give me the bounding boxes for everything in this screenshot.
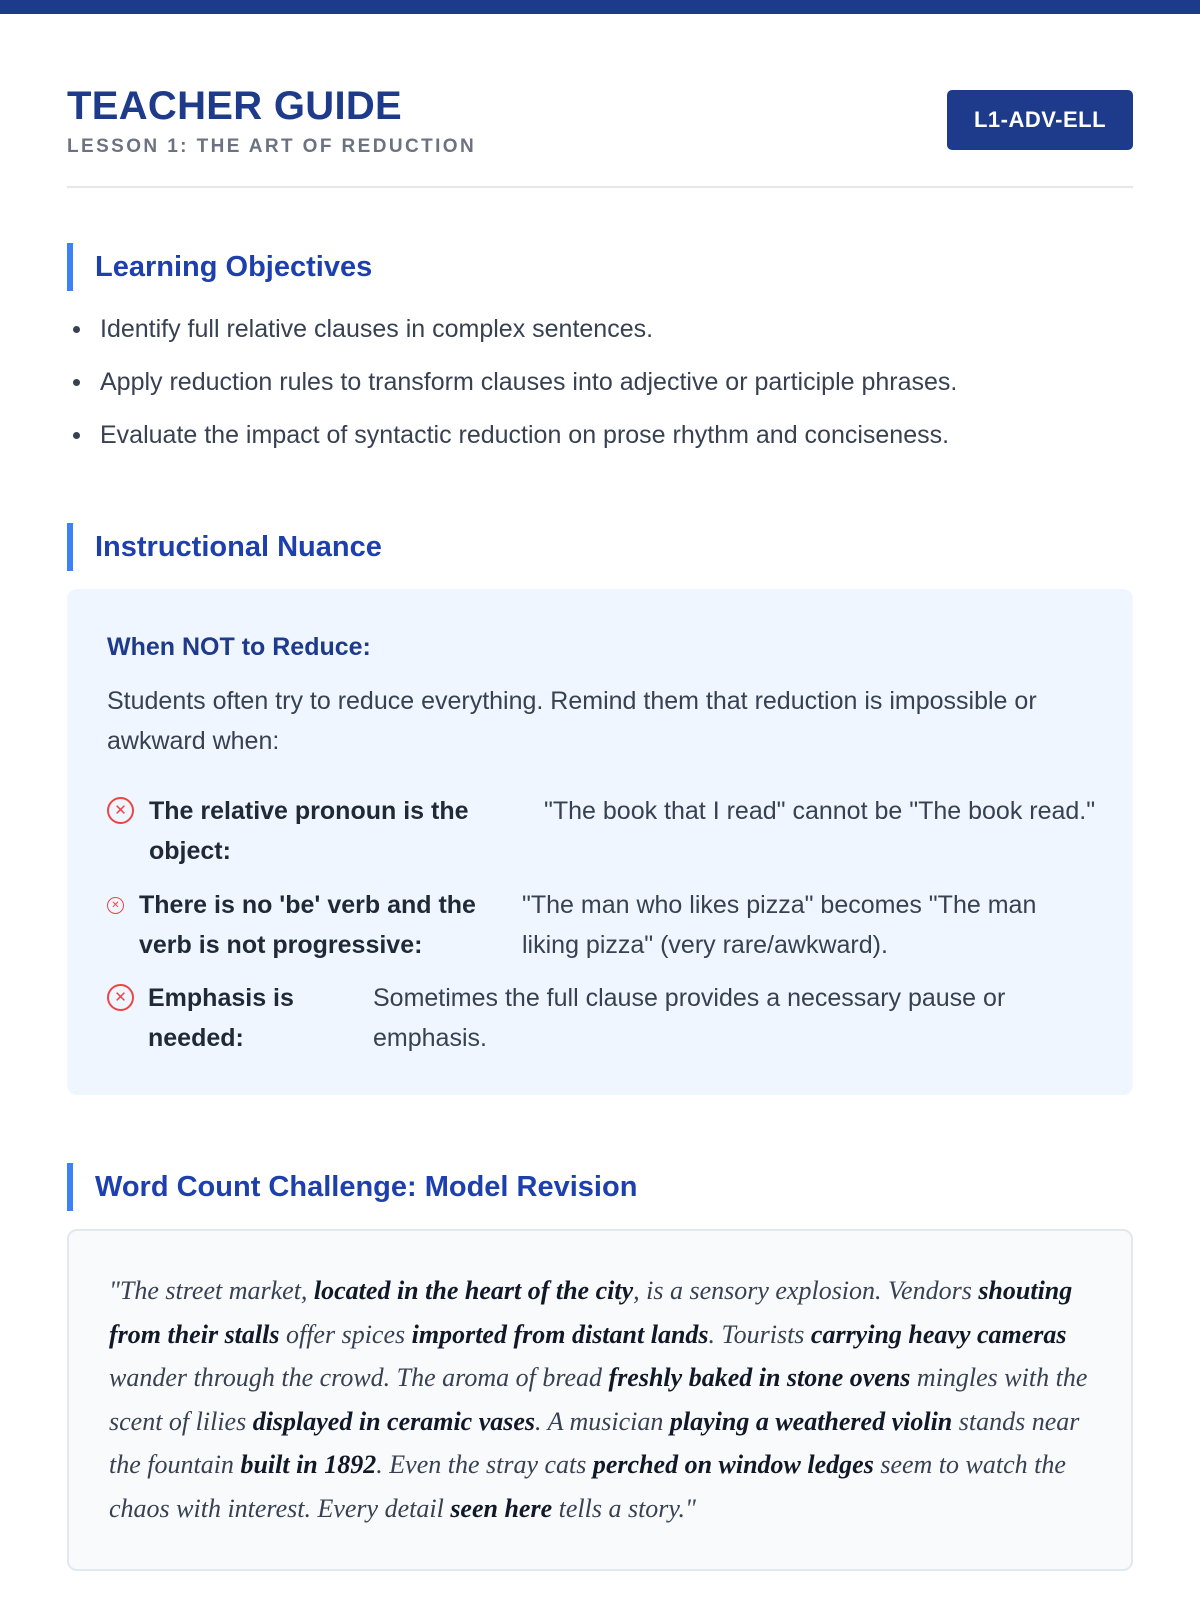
revision-text-segment: mingles with the scent of lilies — [109, 1363, 1088, 1436]
rule-label: Emphasis is needed: — [148, 984, 294, 1052]
objective-item: Evaluate the impact of syntactic reduction on prose rhythm and conciseness. — [67, 414, 1133, 467]
page-title: TEACHER GUIDE — [67, 84, 403, 128]
reduced-clause-phrase: shouting from their stalls — [109, 1276, 1073, 1349]
nuance-callout — [67, 589, 1133, 1095]
learning-objectives-heading: Learning Objectives — [67, 243, 372, 291]
reduced-clause-phrase: carrying heavy cameras — [810, 1319, 1067, 1349]
reduced-clause-phrase: seen here — [450, 1493, 553, 1523]
reduced-clause-phrase: imported from distant lands — [411, 1319, 709, 1349]
lesson-subtitle: LESSON 1: THE ART OF REDUCTION — [67, 136, 477, 157]
rule-label: The relative pronoun is the object: — [149, 797, 469, 865]
rule-item — [107, 978, 1107, 1058]
model-revision-box — [67, 1229, 1133, 1571]
rule-description: "The book that I read" cannot be "The book read." — [544, 797, 1096, 825]
revision-text-segment: wander through the crowd. The aroma of bread — [109, 1363, 609, 1392]
revision-text-segment: . Even the stray cats — [376, 1450, 593, 1479]
revision-text-segment: tells a story." — [552, 1493, 696, 1523]
word-count-challenge-heading: Word Count Challenge: Model Revision — [67, 1163, 637, 1211]
reduced-clause-phrase: perched on window ledges — [592, 1450, 874, 1479]
reduced-clause-phrase: located in the heart of the city — [313, 1276, 634, 1305]
nuance-box-title: When NOT to Reduce: — [107, 633, 371, 661]
x-circle-icon: ✕ — [107, 897, 124, 914]
objective-item: Identify full relative clauses in complex sentences. — [67, 308, 1133, 361]
reduced-clause-phrase: built in 1892 — [240, 1450, 377, 1479]
revision-text-segment: offer spices — [279, 1319, 412, 1349]
revision-text-segment: seem to watch the chaos with interest. Every detail — [109, 1450, 1066, 1523]
revision-text-segment: , is a sensory explosion. Vendors — [633, 1276, 979, 1305]
lesson-code-badge: L1-ADV-ELL — [947, 90, 1133, 150]
nuance-intro: Students often try to reduce everything. Remind them that reduction is impossible or awkward when: — [107, 687, 1037, 755]
revision-text-segment: . A musician — [535, 1406, 670, 1436]
objective-item: Apply reduction rules to transform clauses into adjective or participle phrases. — [67, 361, 1133, 414]
x-circle-icon: ✕ — [107, 797, 134, 824]
teacher-guide-page — [67, 0, 1133, 1523]
rule-label: There is no 'be' verb and the verb is not progressive: — [139, 891, 476, 959]
instructional-nuance-heading: Instructional Nuance — [67, 523, 382, 571]
model-revision-paragraph — [109, 1269, 1089, 1530]
revision-text-segment: stands near the fountain — [109, 1406, 1080, 1479]
objectives-list — [67, 308, 1133, 467]
rule-item — [107, 791, 1107, 871]
rule-description: Sometimes the full clause provides a necessary pause or emphasis. — [373, 984, 1006, 1052]
rule-description: "The man who likes pizza" becomes "The man liking pizza" (very rare/awkward). — [522, 891, 1037, 959]
revision-text-segment: . Tourists — [708, 1319, 811, 1349]
revision-text-segment: "The street market, — [109, 1276, 314, 1305]
rule-item — [107, 885, 1107, 965]
x-circle-icon: ✕ — [107, 984, 134, 1011]
reduced-clause-phrase: displayed in ceramic vases — [252, 1406, 536, 1436]
reduced-clause-phrase: playing a weathered violin — [669, 1406, 953, 1436]
page-header — [67, 0, 1133, 188]
reduced-clause-phrase: freshly baked in stone ovens — [608, 1363, 911, 1392]
